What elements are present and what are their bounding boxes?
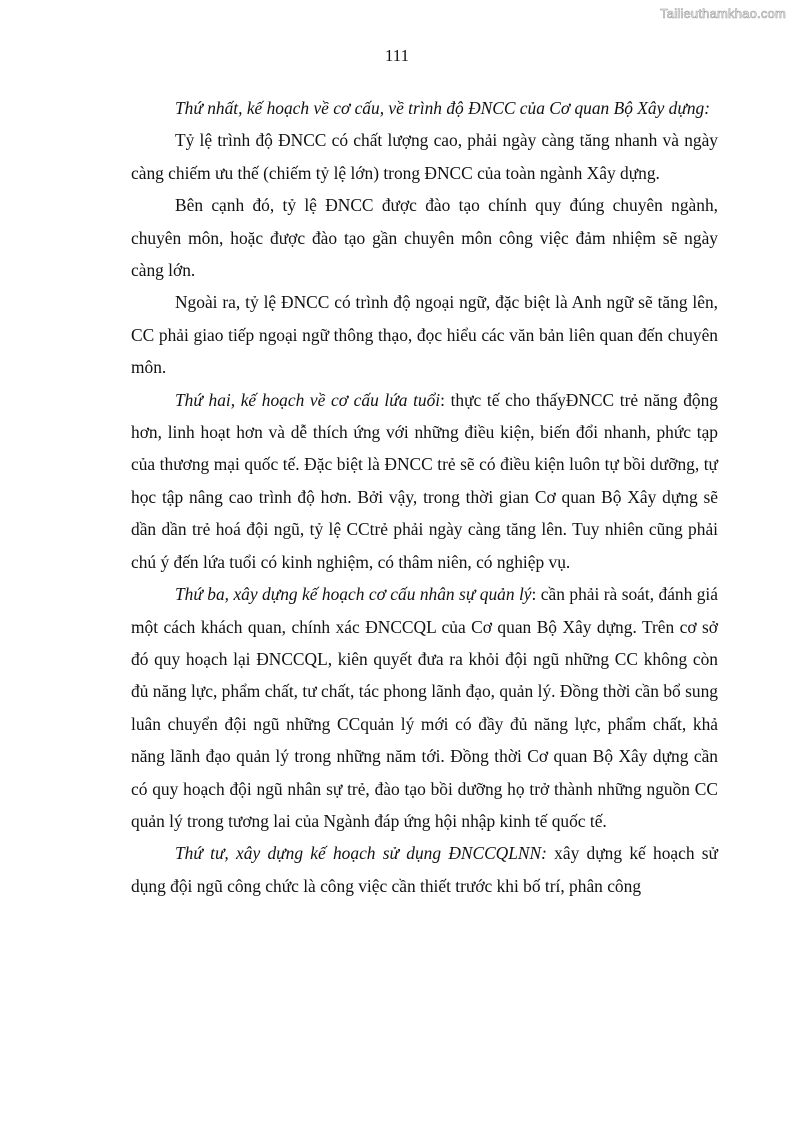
paragraph-text: Bên cạnh đó, tỷ lệ ĐNCC được đào tạo chính quy đúng chuyên ngành, chuyên môn, hoặc được đào tạo gần chuyên môn công việc đảm nhiệm sẽ ngày càng lớn. — [131, 195, 718, 281]
page-number: 111 — [384, 46, 410, 65]
paragraph-lead: Thứ nhất, kế hoạch về cơ cấu, về trình độ ĐNCC của Cơ quan Bộ Xây dựng: — [175, 98, 711, 118]
paragraph-text: : thực tế cho thấyĐNCC trẻ năng động hơn, linh hoạt hơn và dễ thích ứng với những điều kiện, biến đổi nhanh, phức tạp của thương mại quốc tế. Đặc biệt là ĐNCC trẻ sẽ có điều kiện luôn tự bồi dưỡng, tự học tập nâng cao trình độ hơn. Bởi vậy, trong thời gian Cơ quan Bộ Xây dựng sẽ dần dần trẻ hoá đội ngũ, tỷ lệ CCtrẻ phải ngày càng tăng lên. Tuy nhiên cũng phải chú ý đến lứa tuổi có kinh nghiệm, có thâm niên, có nghiệp vụ. — [131, 389, 718, 572]
paragraph-usage-plan — [131, 837, 718, 902]
paragraph-foreign-language — [131, 286, 718, 383]
paragraph-lead: Thứ hai, kế hoạch về cơ cấu lứa tuổi — [175, 389, 441, 410]
paragraph-formal-training — [131, 189, 718, 286]
document-body — [131, 92, 718, 902]
paragraph-plan-structure-heading — [131, 92, 718, 124]
paragraph-lead: Thứ ba, xây dựng kế hoạch cơ cấu nhân sự quản lý — [175, 584, 532, 605]
paragraph-text: Tỷ lệ trình độ ĐNCC có chất lượng cao, phải ngày càng tăng nhanh và ngày càng chiếm ưu thế (chiếm tỷ lệ lớn) trong ĐNCC của toàn ngành Xây dựng. — [131, 130, 718, 183]
watermark: Tailieuthamkhao.com — [660, 6, 786, 21]
paragraph-high-quality-ratio — [131, 124, 718, 189]
paragraph-text: : cần phải rà soát, đánh giá một cách khách quan, chính xác ĐNCCQL của Cơ quan Bộ Xây dựng. Trên cơ sở đó quy hoạch lại ĐNCCQL, kiên quyết đưa ra khỏi đội ngũ những CC không còn đủ năng lực, phẩm chất, tư chất, tác phong lãnh đạo, quản lý. Đồng thời cần bổ sung luân chuyển đội ngũ những CCquản lý mới có đầy đủ năng lực, phẩm chất, khả năng lãnh đạo quản lý trong những năm tới. Đồng thời Cơ quan Bộ Xây dựng cần có quy hoạch đội ngũ nhân sự trẻ, đào tạo bồi dưỡng họ trở thành những nguồn CC quản lý trong tương lai của Ngành đáp ứng hội nhập kinh tế quốc tế. — [131, 584, 718, 831]
paragraph-text: xây dựng kế hoạch sử dụng đội ngũ công chức là công việc cần thiết trước khi bố trí, phân công — [131, 843, 718, 896]
paragraph-age-structure — [131, 384, 718, 578]
paragraph-lead: Thứ tư, xây dựng kế hoạch sử dụng ĐNCCQLNN: — [175, 843, 547, 864]
paragraph-management-structure — [131, 578, 718, 837]
paragraph-text: Ngoài ra, tỷ lệ ĐNCC có trình độ ngoại ngữ, đặc biệt là Anh ngữ sẽ tăng lên, CC phải giao tiếp ngoại ngữ thông thạo, đọc hiểu các văn bản liên quan đến chuyên môn. — [131, 292, 718, 378]
